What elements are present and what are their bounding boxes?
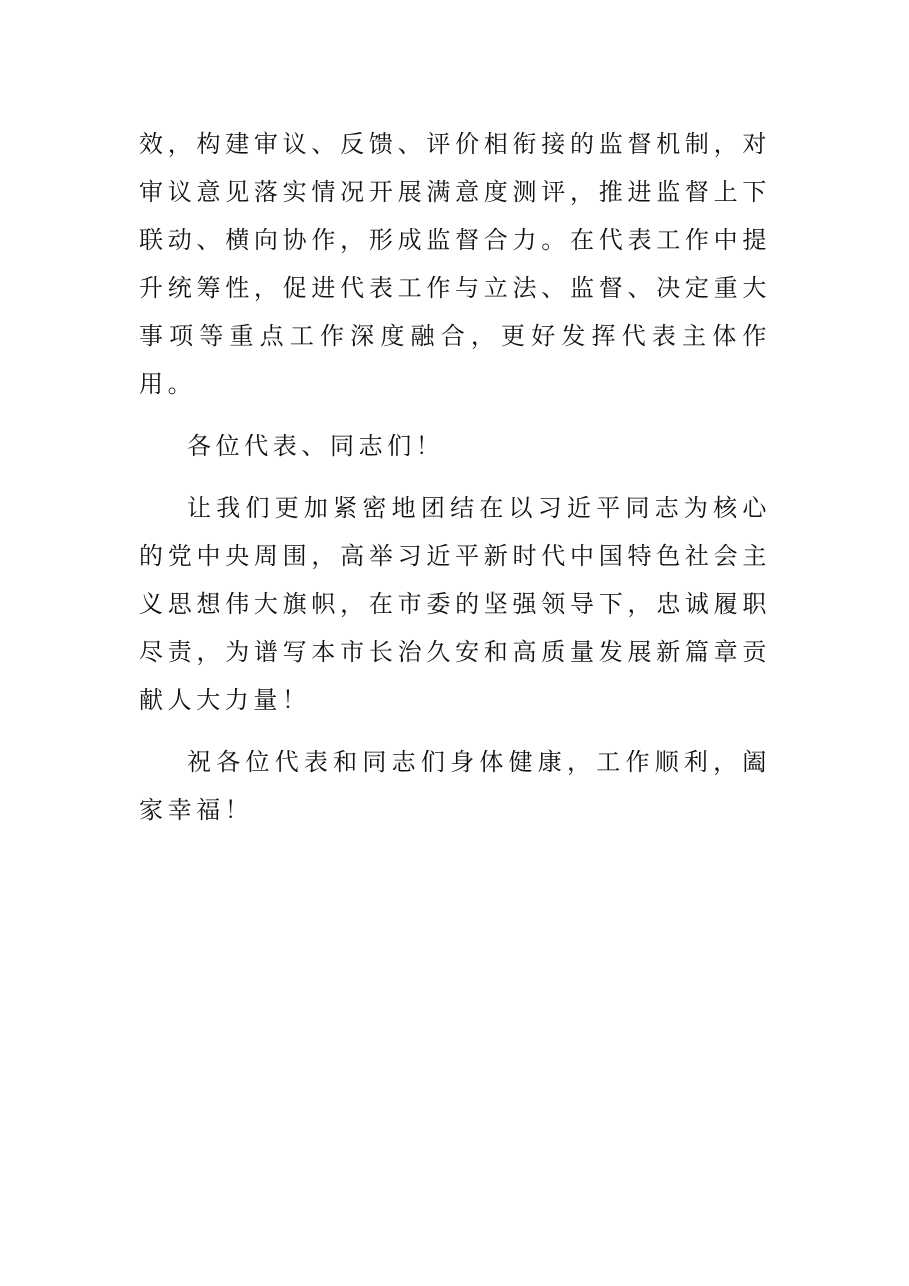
paragraph-continuation: 效，构建审议、反馈、评价相衔接的监督机制，对审议意见落实情况开展满意度测评，推进监督上下联动、横向协作，形成监督合力。在代表工作中提升统筹性，促进代表工作与立法、监督、决定重大事项等重点工作深度融合，更好发挥代表主体作用。 bbox=[139, 130, 771, 398]
document-body bbox=[139, 120, 771, 848]
paragraph-salutation: 各位代表、同志们！ bbox=[187, 432, 445, 460]
paragraph-call-to-action: 让我们更加紧密地团结在以习近平同志为核心的党中央周围，高举习近平新时代中国特色社会主义思想伟大旗帜，在市委的坚强领导下，忠诚履职尽责，为谱写本市长治久安和高质量发展新篇章贡献人大力量！ bbox=[139, 494, 771, 714]
paragraph-closing-wishes: 祝各位代表和同志们身体健康，工作顺利，阖家幸福！ bbox=[139, 748, 771, 824]
